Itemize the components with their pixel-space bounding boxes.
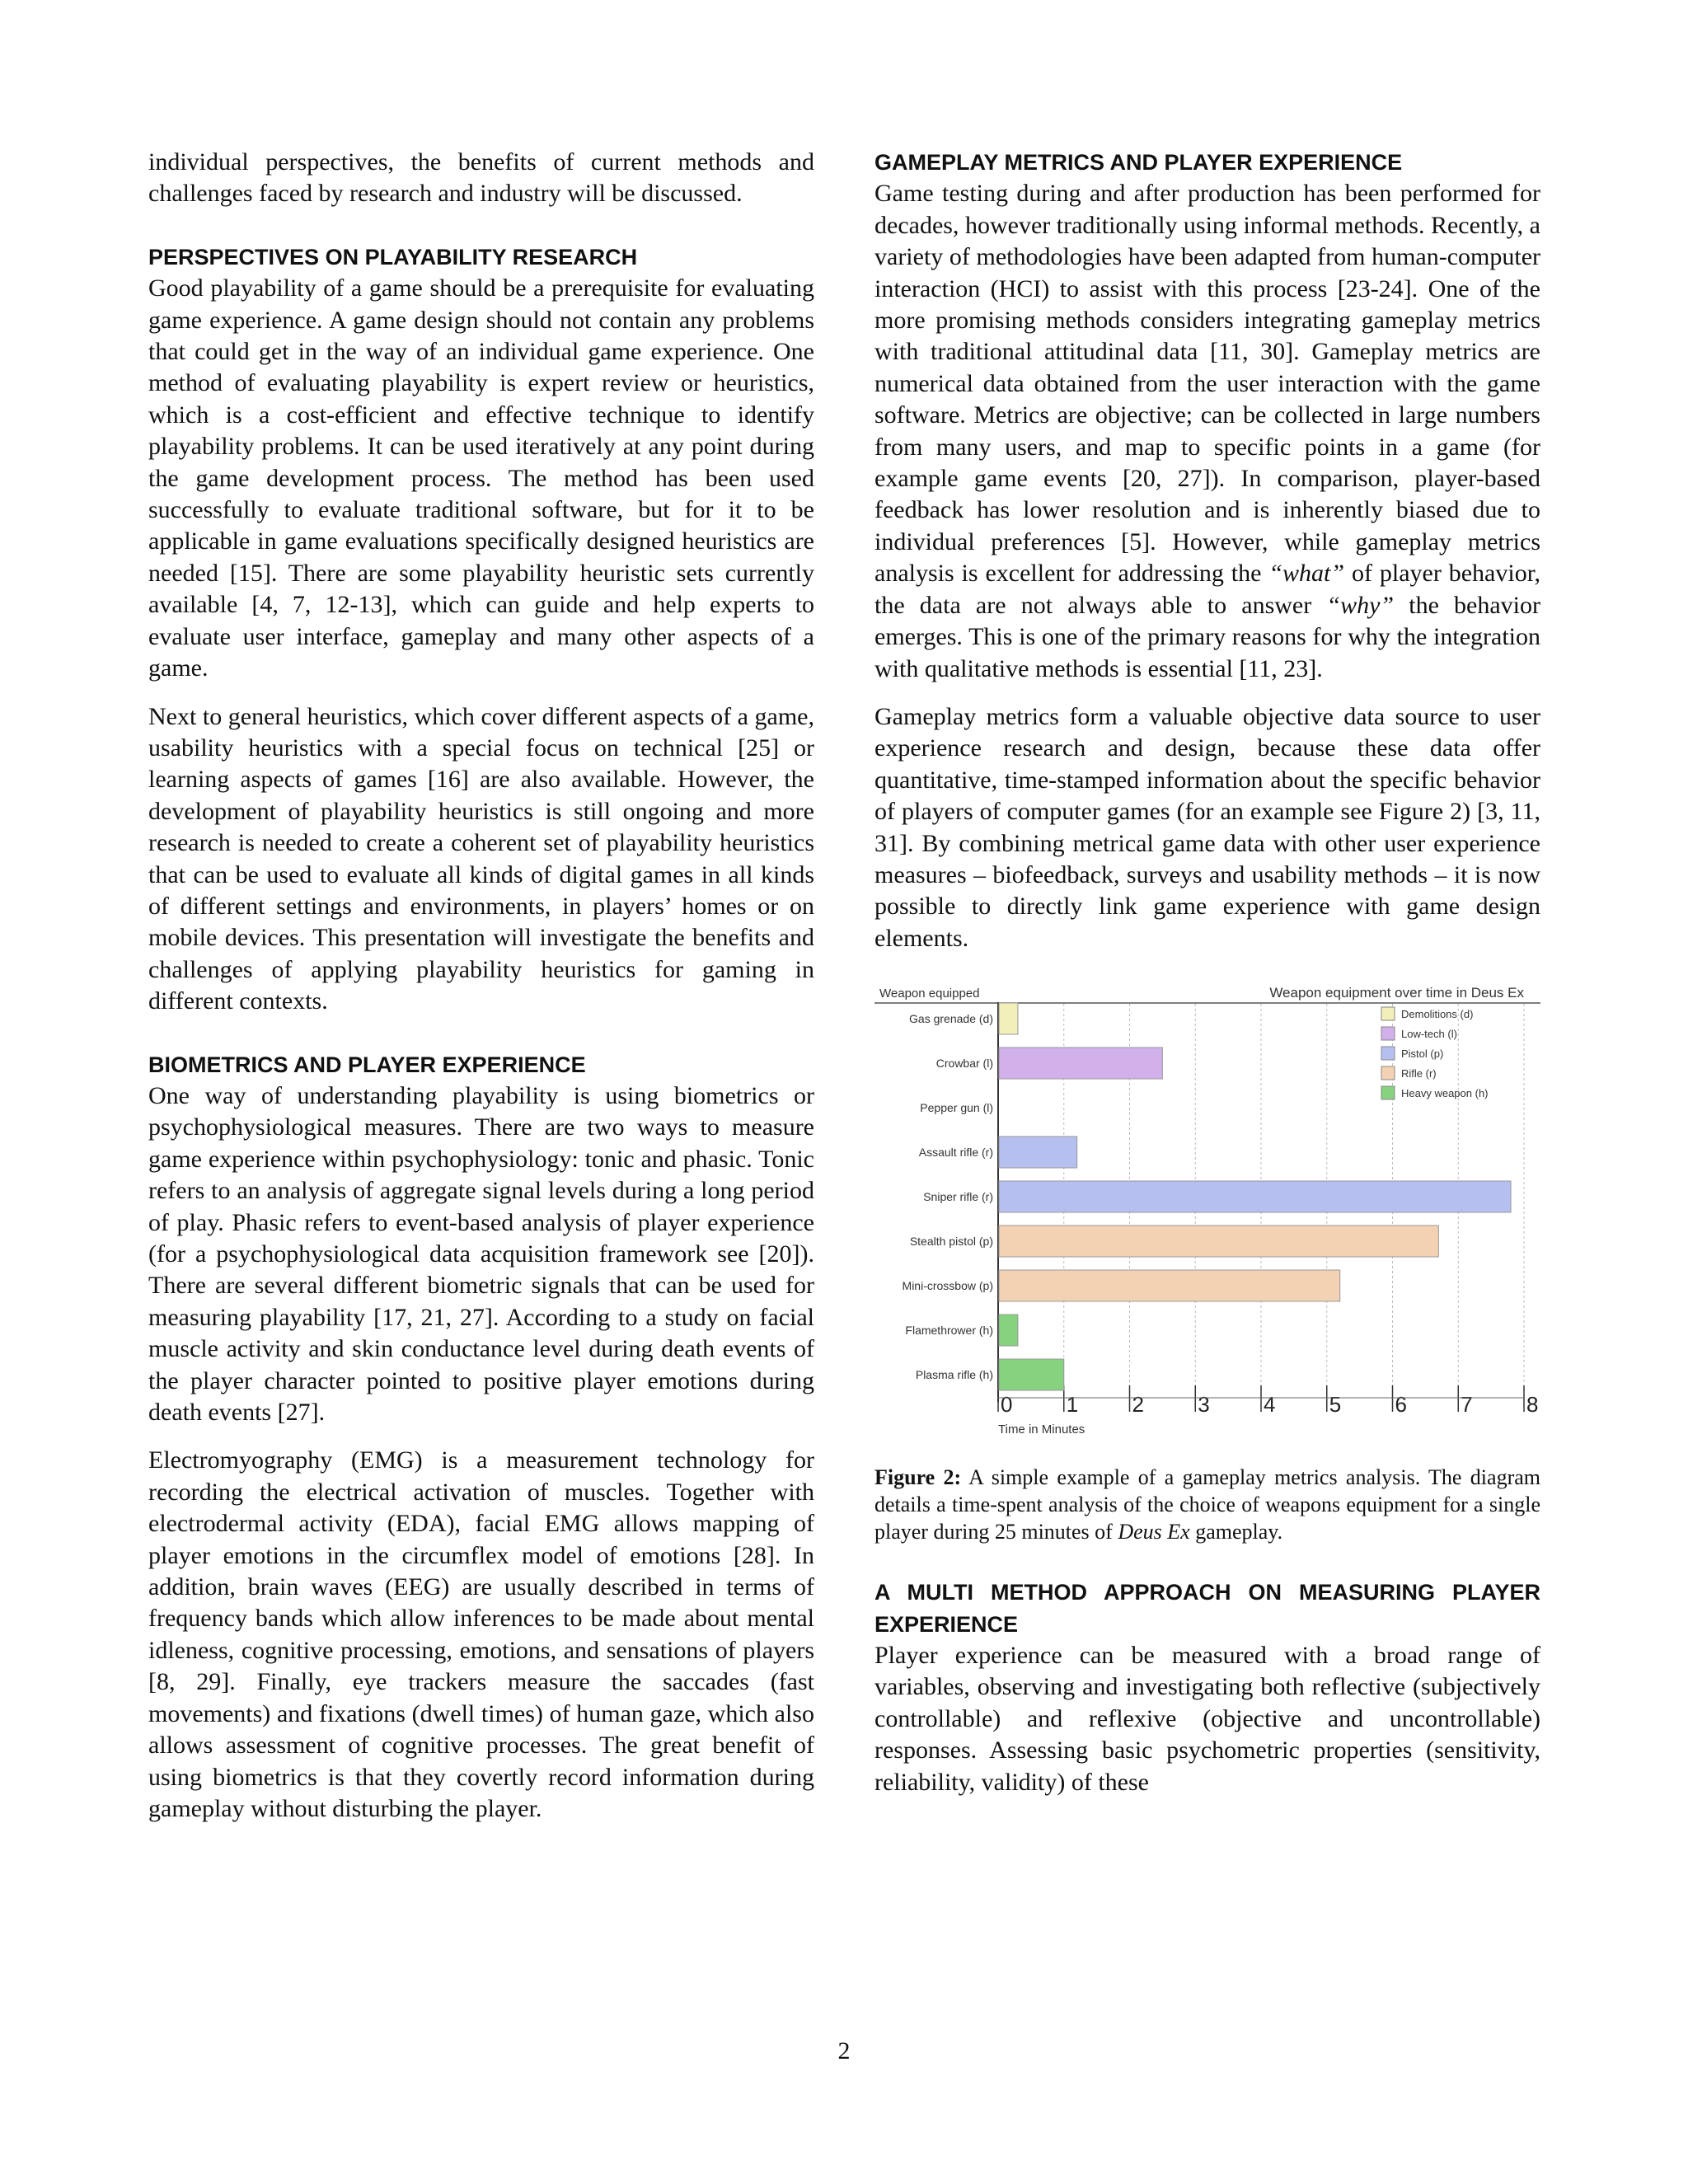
section-heading-biometrics: BIOMETRICS AND PLAYER EXPERIENCE: [148, 1052, 586, 1077]
playability-paragraph-2: Next to general heuristics, which cover different aspects of a game, usability heuristics with a special focus on technical [25] or learning aspects of games [16] are also available. However, the development of playability heuristics is still ongoing and more research is needed to create a coherent set of playability heuristics that can be used to evaluate all kinds of digital games in all kinds of different settings and environments, in players’ homes or on mobile devices. This presentation will investigate the benefits and challenges of applying playability heuristics for gaming in different contexts.: [148, 702, 814, 1015]
gameplay-text-c: the behavior emerges. This is one of the primary reasons for why the integration with qualitative methods is essential [11, 23].: [874, 591, 1541, 682]
emphasis-what: “what”: [1268, 560, 1345, 588]
x-tick-label: 2: [1132, 1392, 1144, 1418]
y-category-label: Crowbar (l): [935, 1057, 993, 1071]
x-tick-label: 0: [1001, 1392, 1013, 1418]
figure-caption-game-title: Deus Ex: [1118, 1520, 1190, 1544]
gameplay-metrics-paragraph-1: [874, 178, 1540, 685]
right-column: [874, 147, 1540, 1798]
intro-paragraph: individual perspectives, the benefits of current methods and challenges faced by research and industry will be discussed.: [148, 148, 814, 208]
left-column: [148, 147, 814, 1825]
legend-label: Pistol (p): [1401, 1047, 1444, 1061]
section-heading-multi-method: A MULTI METHOD APPROACH ON MEASURING PLAYER EXPERIENCE: [874, 1580, 1540, 1637]
chart-title: Weapon equipment over time in Deus Ex: [1269, 986, 1524, 1001]
biometrics-paragraph-1: One way of understanding playability is using biometrics or psychophysiological measures. There are two ways to measure game experience within psychophysiology: tonic and phasic. Tonic refers to an analysis of aggregate signal levels during a long period of play. Phasic refers to event-based analysis of player experience (for a psychophysiological data acquisition framework see [20]). There are several different biometric signals that can be used for measuring playability [17, 21, 27]. According to a study on facial muscle activity and skin conductance level during death events of the player character pointed to positive player emotions during death events [27].: [148, 1081, 814, 1427]
y-category-label: Plasma rifle (h): [915, 1368, 993, 1382]
y-category-label: Assault rifle (r): [918, 1146, 993, 1160]
x-tick-label: 1: [1066, 1392, 1079, 1418]
gameplay-metrics-paragraph-2: Gameplay metrics form a valuable objective data source to user experience research and design, because these data offer quantitative, time-stamped information about the specific behavior of players of computer games (for an example see Figure 2) [3, 11, 31]. By combining metrical game data with other user experience measures – biofeedback, surveys and usability methods – it is now possible to directly link game experience with game design elements.: [874, 702, 1540, 952]
legend-swatch: [1381, 1066, 1395, 1080]
x-tick-label: 7: [1461, 1392, 1473, 1418]
figure-caption-text-b: gameplay.: [1189, 1520, 1283, 1544]
biometrics-paragraph-2: Electromyography (EMG) is a measurement technology for recording the electrical activation of muscles. Together with electrodermal activity (EDA), facial EMG allows mapping of player emotions in the circumflex model of emotions [28]. In addition, brain waves (EEG) are usually described in terms of frequency bands which allow inferences to be made about mental idleness, cognitive processing, emotions, and sensations of players [8, 29]. Finally, eye trackers measure the saccades (fast movements) and fixations (dwell times) of human gaze, which also allows assessment of cognitive processes. The great benefit of using biometrics is that they covertly record information during gameplay without disturbing the player.: [148, 1446, 814, 1822]
x-tick-label: 8: [1526, 1392, 1539, 1418]
page-number: 2: [837, 2037, 851, 2064]
legend-swatch: [1381, 1047, 1395, 1060]
x-tick-label: 4: [1264, 1392, 1276, 1418]
chart-bar: [999, 1359, 1064, 1390]
gameplay-text-b: of player behavior, the data are not always able to answer: [874, 560, 1540, 619]
y-category-label: Sniper rifle (r): [923, 1190, 993, 1204]
chart-bar: [999, 1047, 1162, 1079]
legend-swatch: [1381, 1007, 1395, 1020]
x-tick-label: 3: [1198, 1392, 1210, 1418]
playability-paragraph-1: Good playability of a game should be a prerequisite for evaluating game experience. A game design should not contain any problems that could get in the way of an individual game experience. One method of evaluating playability is expert review or heuristics, which is a cost-efficient and effective technique to identify playability problems. It can be used iteratively at any point during the game development process. The method has been used successfully to evaluate traditional software, but for it to be applicable in game evaluations specifically designed heuristics are needed [15]. There are some playability heuristic sets currently available [4, 7, 12-13], which can guide and help experts to evaluate user interface, gameplay and many other aspects of a game.: [148, 274, 814, 682]
figure-caption-text-a: A simple example of a gameplay metrics analysis. The diagram details a time-spent analysis of the choice of weapons equipment for a single player during 25 minutes of: [874, 1465, 1540, 1544]
legend-label: Heavy weapon (h): [1401, 1087, 1489, 1100]
chart-bar: [999, 1181, 1511, 1212]
y-category-label: Gas grenade (d): [909, 1012, 993, 1026]
legend-label: Demolitions (d): [1401, 1008, 1474, 1021]
x-tick-label: 6: [1395, 1392, 1407, 1418]
legend-swatch: [1381, 1086, 1395, 1099]
section-heading-playability: PERSPECTIVES ON PLAYABILITY RESEARCH: [148, 244, 638, 269]
chart-bar: [999, 1137, 1077, 1168]
figure-2: [874, 986, 1540, 1464]
chart-ylabel: Weapon equipped: [879, 987, 980, 1001]
emphasis-why: “why”: [1326, 591, 1395, 619]
chart-bar: [999, 1315, 1018, 1346]
chart-bar: [999, 1226, 1438, 1257]
y-category-label: Pepper gun (l): [920, 1101, 993, 1115]
figure-caption: [874, 1464, 1540, 1545]
figure-caption-label: Figure 2:: [874, 1465, 962, 1490]
chart-xlabel: Time in Minutes: [998, 1422, 1085, 1437]
multi-method-paragraph-1: Player experience can be measured with a broad range of variables, observing and investigating both reflective (subjectively controllable) and reflexive (objective and uncontrollable) responses. Assessing basic psychometric properties (sensitivity, reliability, validity) of these: [874, 1641, 1540, 1796]
gameplay-text-a: Game testing during and after production has been performed for decades, however traditionally using informal methods. Recently, a variety of methodologies have been adapted from human-computer interaction (HCI) to assist with this process [23-24]. One of the more promising methods considers integrating gameplay metrics with traditional attitudinal data [11, 30]. Gameplay metrics are numerical data obtained from the user interaction with the game software. Metrics are objective; can be collected in large numbers from many users, and map to specific points in a game (for example game events [20, 27]). In comparison, player-based feedback has lower resolution and is inherently biased due to individual preferences [5]. However, while gameplay metrics analysis is excellent for addressing the: [874, 180, 1540, 588]
section-heading-gameplay-metrics: GAMEPLAY METRICS AND PLAYER EXPERIENCE: [874, 150, 1403, 175]
chart-bar: [999, 1003, 1018, 1034]
weapon-time-chart: [874, 986, 1540, 1464]
legend-label: Rifle (r): [1401, 1067, 1437, 1080]
legend-swatch: [1381, 1027, 1395, 1040]
y-category-label: Mini-crossbow (p): [902, 1279, 993, 1293]
chart-bar: [999, 1270, 1340, 1301]
y-category-label: Stealth pistol (p): [909, 1235, 993, 1249]
legend-label: Low-tech (l): [1401, 1028, 1457, 1041]
x-tick-label: 5: [1329, 1392, 1342, 1418]
y-category-label: Flamethrower (h): [905, 1324, 993, 1338]
